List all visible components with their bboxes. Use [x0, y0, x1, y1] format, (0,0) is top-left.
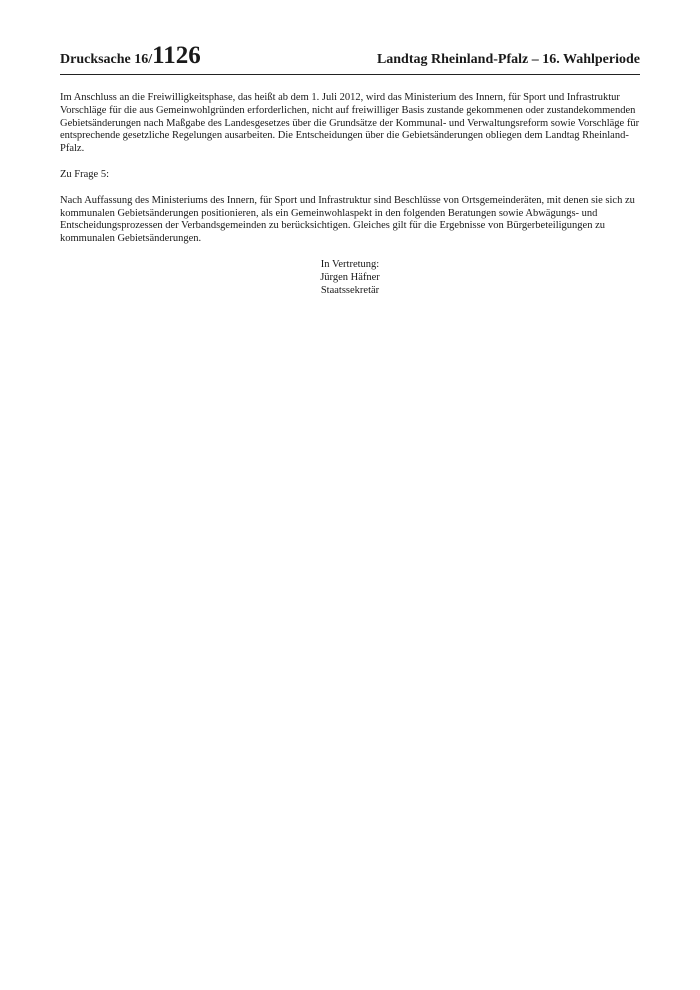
signature-name: Jürgen Häfner — [320, 271, 380, 283]
document-number: 1126 — [152, 42, 201, 69]
signature-block — [60, 259, 640, 297]
page-header — [60, 40, 640, 75]
signature-title: Staatssekretär — [320, 284, 380, 296]
paragraph-answer-frage-5: Nach Auffassung des Ministeriums des Innern, für Sport und Infrastruktur sind Beschlüsse von Ortsgemeinderäten, mit denen sie sich zu kommunalen Gebietsänderungen positionieren, als ein Gemeinwohlaspekt in den folgenden Beratungen sowie Abwägungs- und Entscheidungsprozessen der Verbandsgemeinden zu berücksichtigen. Gleiches gilt für die Ergebnisse von Bürgerbeteiligungen zu kommunalen Gebietsänderungen. — [60, 194, 635, 245]
document-reference — [60, 42, 201, 69]
document-label: Drucksache 16/ — [60, 52, 153, 67]
parliament-title: Landtag Rheinland-Pfalz – 16. Wahlperiode — [376, 52, 640, 67]
signature-representation: In Vertretung: — [320, 258, 380, 270]
paragraph-freiwilligkeitsphase: Im Anschluss an die Freiwilligkeitsphase, das heißt ab dem 1. Juli 2012, wird das Ministerium des Innern, für Sport und Infrastruktur Vorschläge für die aus Gemeinwohlgründen erforderlichen, nicht auf freiwilliger Basis zustande gekommenen oder zustandekommenden Gebietsänderungen nach Maßgabe des Landesgesetzes über die Grundsätze der Kommunal- und Verwaltungsreform sowie Vorschläge für entsprechende gesetzliche Regelungen ausarbeiten. Die Entscheidungen über die Gebietsänderungen obliegen dem Landtag Rheinland-Pfalz. — [60, 92, 640, 155]
document-body — [60, 92, 640, 297]
section-heading-frage-5: Zu Frage 5: — [60, 168, 109, 180]
